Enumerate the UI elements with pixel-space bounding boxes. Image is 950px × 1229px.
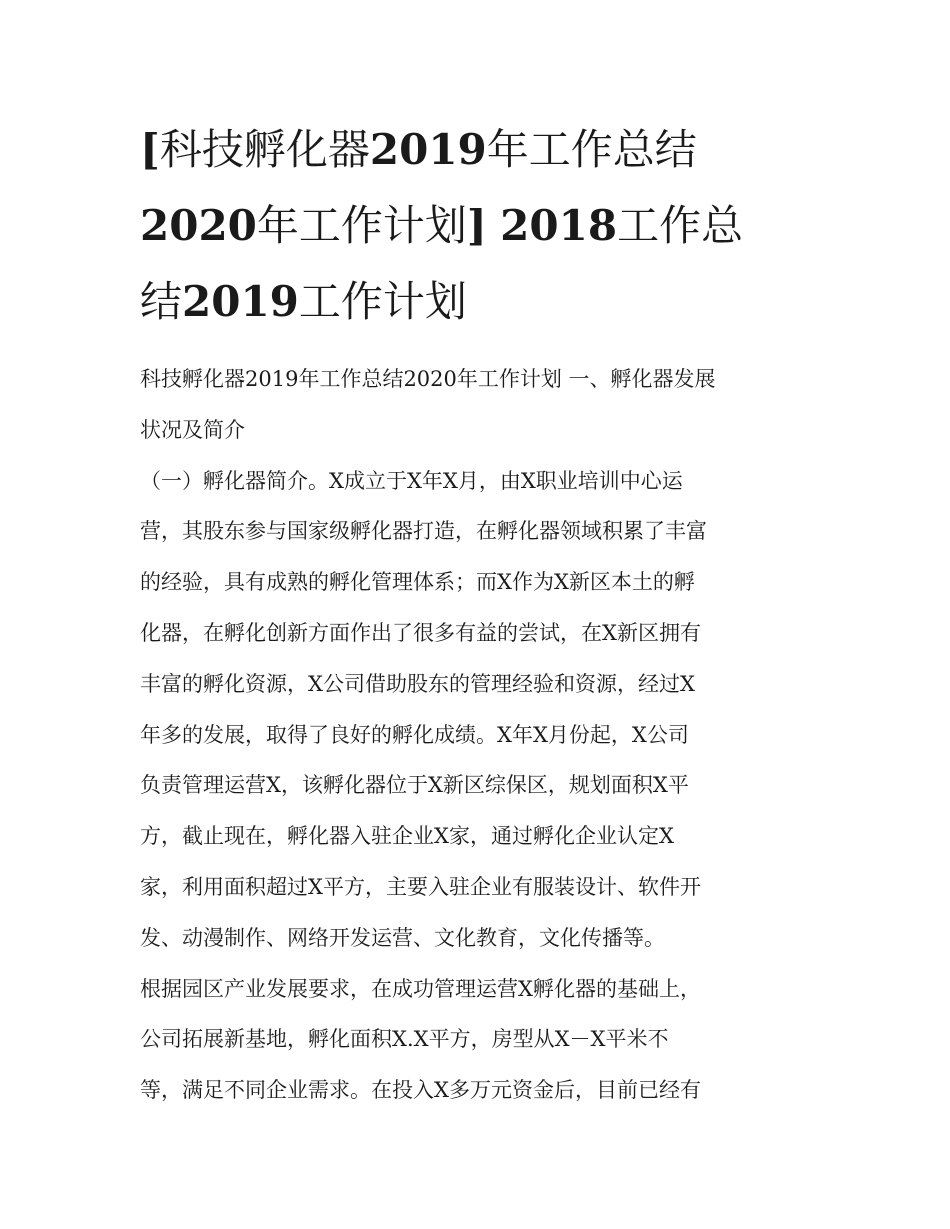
title-line-1: [科技孵化器2019年工作总结 [140, 125, 697, 174]
body-line: 家，利用面积超过X平方，主要入驻企业有服装设计、软件开 [140, 874, 701, 899]
title-line-2: 2020年工作计划] 2018工作总 [140, 201, 744, 250]
body-line: 化器，在孵化创新方面作出了很多有益的尝试，在X新区拥有 [140, 620, 701, 645]
body-line: 的经验，具有成熟的孵化管理体系；而X作为X新区本土的孵 [140, 570, 695, 595]
body-line: 科技孵化器2019年工作总结2020年工作计划 一、孵化器发展 [140, 367, 716, 391]
body-line: 方，截止现在，孵化器入驻企业X家，通过孵化企业认定X [140, 824, 674, 849]
body-line: （一）孵化器简介。X成立于X年X月，由X职业培训中心运 [140, 468, 683, 493]
body-line: 年多的发展，取得了良好的孵化成绩。X年X月份起，X公司 [140, 722, 689, 747]
body-line: 状况及简介 [140, 417, 245, 442]
body-line: 丰富的孵化资源，X公司借助股东的管理经验和资源，经过X [140, 671, 695, 696]
body-line: 公司拓展新基地，孵化面积X.X平方，房型从X－X平米不 [140, 1027, 669, 1052]
body-line: 负责管理运营X，该孵化器位于X新区综保区，规划面积X平 [140, 773, 689, 798]
document-title [140, 112, 812, 340]
body-line: 营，其股东参与国家级孵化器打造，在孵化器领域积累了丰富 [140, 519, 707, 544]
title-line-3: 结2019工作计划 [140, 277, 467, 326]
body-line: 发、动漫制作、网络开发运营、文化教育，文化传播等。 [140, 925, 665, 950]
body-line: 等，满足不同企业需求。在投入X多万元资金后，目前已经有 [140, 1078, 701, 1103]
body-line: 根据园区产业发展要求，在成功管理运营X孵化器的基础上， [140, 976, 701, 1001]
document-body [140, 354, 812, 1116]
